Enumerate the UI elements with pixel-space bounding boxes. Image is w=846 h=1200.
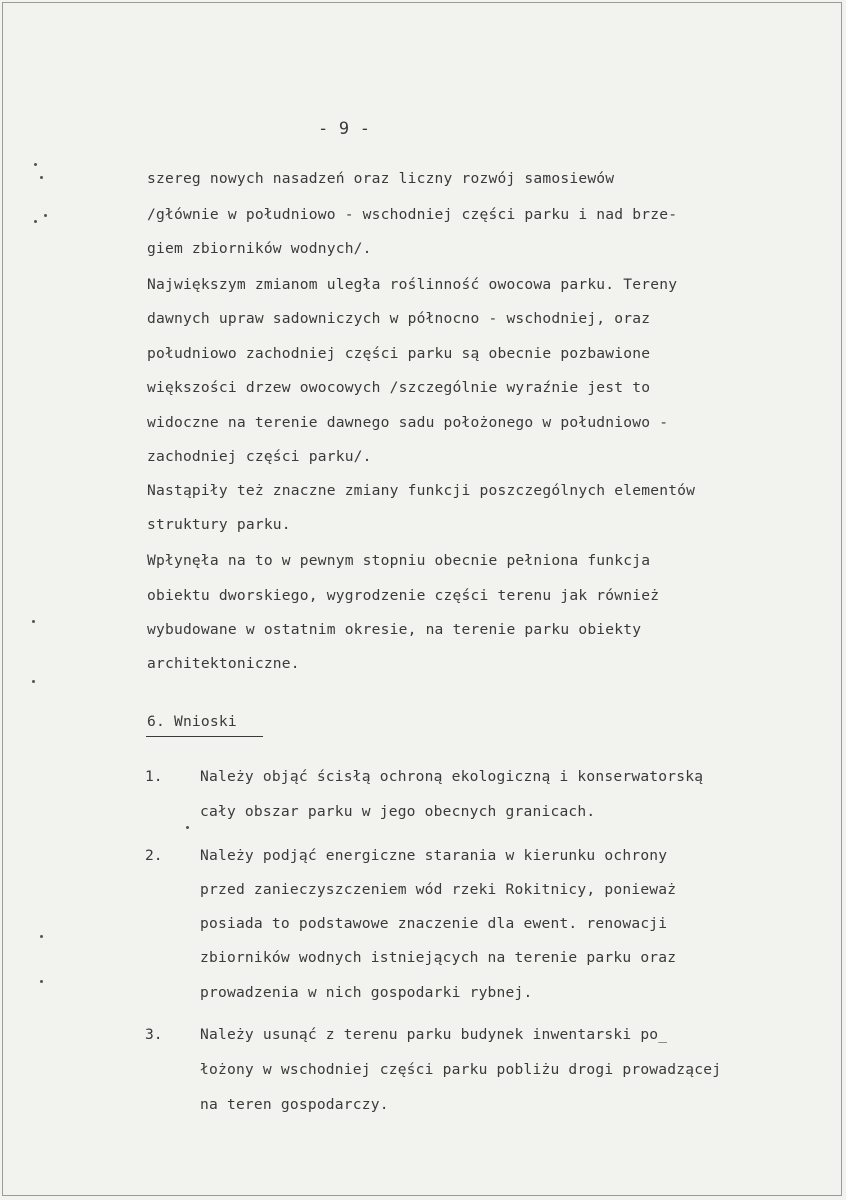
item-line: posiada to podstawowe znaczenie dla ewent. renowacji <box>200 915 668 932</box>
paragraph-line: wybudowane w ostatnim okresie, na terenie parku obiekty <box>147 621 642 638</box>
scan-speck <box>186 826 189 829</box>
item-line: prowadzenia w nich gospodarki rybnej. <box>200 984 533 1001</box>
scan-speck <box>40 935 43 938</box>
paragraph-line: większości drzew owocowych /szczególnie wyraźnie jest to <box>147 379 651 396</box>
scan-speck <box>40 176 43 179</box>
paragraph-line: Największym zmianom uległa roślinność owocowa parku. Tereny <box>147 276 678 293</box>
paragraph-line: zachodniej części parku/. <box>147 448 372 465</box>
item-line: Należy podjąć energiczne starania w kierunku ochrony <box>200 847 668 864</box>
paragraph-line: struktury parku. <box>147 516 291 533</box>
item-line: łożony w wschodniej części parku pobliżu drogi prowadzącej <box>200 1061 722 1078</box>
item-line: cały obszar parku w jego obecnych granicach. <box>200 803 596 820</box>
item-line: na teren gospodarczy. <box>200 1096 389 1113</box>
item-line: przed zanieczyszczeniem wód rzeki Rokitnicy, ponieważ <box>200 881 677 898</box>
paragraph-line: giem zbiorników wodnych/. <box>147 240 372 257</box>
paragraph-line: Wpłynęła na to w pewnym stopniu obecnie pełniona funkcja <box>147 552 651 569</box>
item-number: 3. <box>145 1026 163 1043</box>
item-line: zbiorników wodnych istniejących na terenie parku oraz <box>200 949 677 966</box>
item-number: 2. <box>145 847 163 864</box>
scan-speck <box>32 680 35 683</box>
paragraph-line: Nastąpiły też znaczne zmiany funkcji poszczególnych elementów <box>147 482 696 499</box>
section-heading: 6. Wnioski <box>147 713 237 730</box>
paragraph-line: dawnych upraw sadowniczych w północno - wschodniej, oraz <box>147 310 651 327</box>
paragraph-line: południowo zachodniej części parku są obecnie pozbawione <box>147 345 651 362</box>
paragraph-line: widoczne na terenie dawnego sadu położonego w południowo - <box>147 414 669 431</box>
item-line: Należy usunąć z terenu parku budynek inwentarski po_ <box>200 1026 668 1043</box>
paragraph-line: obiektu dworskiego, wygrodzenie części terenu jak również <box>147 587 660 604</box>
paragraph-line: szereg nowych nasadzeń oraz liczny rozwój samosiewów <box>147 170 615 187</box>
item-line: Należy objąć ścisłą ochroną ekologiczną i konserwatorską <box>200 768 704 785</box>
item-number: 1. <box>145 768 163 785</box>
paragraph-line: architektoniczne. <box>147 655 300 672</box>
scan-speck <box>32 620 35 623</box>
paragraph-line: /głównie w południowo - wschodniej części parku i nad brze- <box>147 206 678 223</box>
heading-underline <box>146 736 263 737</box>
scan-speck <box>34 220 37 223</box>
scan-speck <box>44 214 47 217</box>
page-number: - 9 - <box>318 119 371 139</box>
scan-speck <box>40 980 43 983</box>
scan-speck <box>34 163 37 166</box>
